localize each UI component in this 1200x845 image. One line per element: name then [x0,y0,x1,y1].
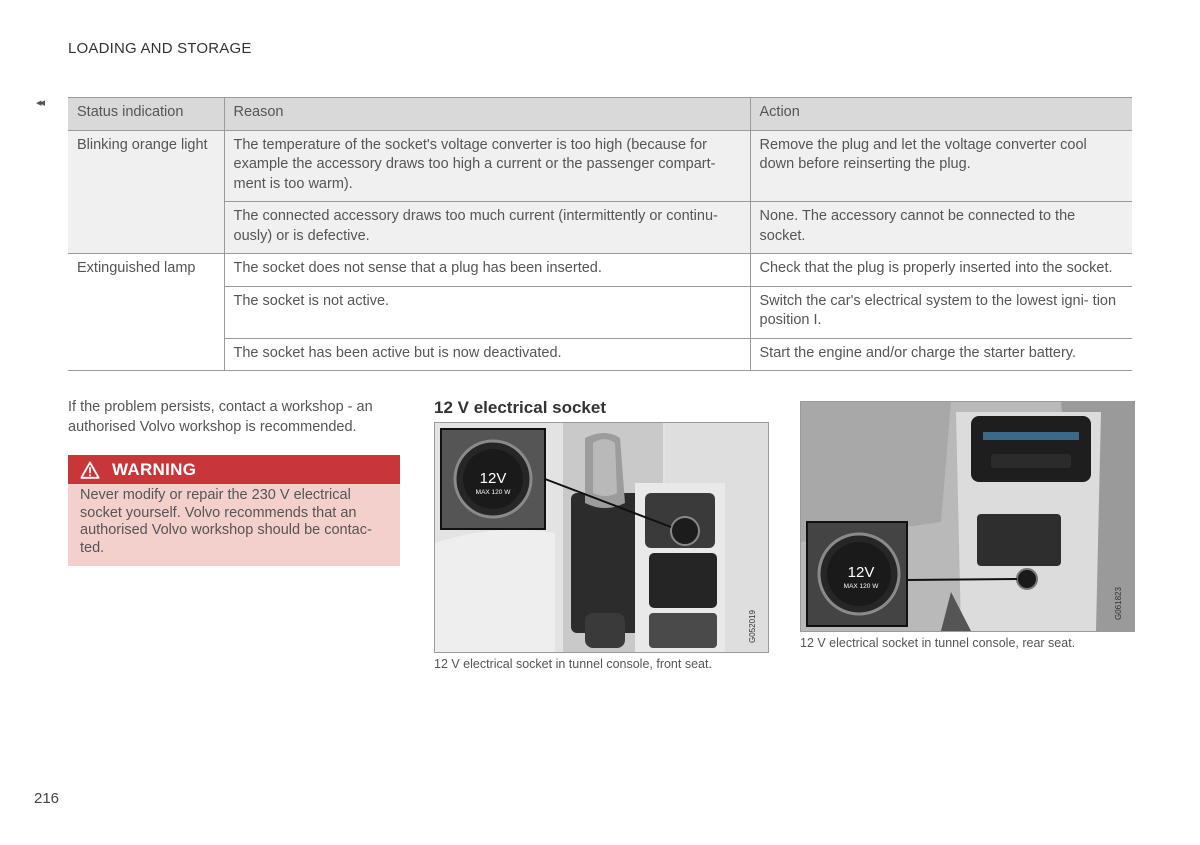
column-header-action: Action [750,98,1132,131]
front-figure-caption: 12 V electrical socket in tunnel console, front seat. [434,657,712,671]
status-table [68,97,1132,371]
reason-cell: The socket is not active. [224,286,750,338]
reason-cell: The socket has been active but is now deactivated. [224,338,750,371]
warning-triangle-icon [80,461,100,479]
status-cell: Extinguished lamp [68,254,224,371]
column-header-reason: Reason [224,98,750,131]
persist-note: If the problem persists, contact a workshop - an authorised Volvo workshop is recommended. [68,399,373,435]
table-header-row [68,98,1132,131]
reason-cell: The socket does not sense that a plug has been inserted. [224,254,750,287]
warning-header [68,455,400,484]
rear-figure-caption: 12 V electrical socket in tunnel console, rear seat. [800,636,1076,650]
warning-box [68,455,400,566]
rear-socket-figure [800,401,1135,632]
action-cell: Start the engine and/or charge the starter battery. [750,338,1132,371]
rear-figure-code: G061823 [1114,587,1123,620]
action-cell: Check that the plug is properly inserted into the socket. [750,254,1132,287]
table-row [68,202,1132,254]
table-row [68,338,1132,371]
reason-cell: The connected accessory draws too much current (intermittently or continu- ously) or is defective. [224,202,750,254]
column-header-status: Status indication [68,98,224,131]
rear-socket-label: 12V [847,564,875,581]
section-heading: 12 V electrical socket [434,398,607,417]
warning-title: WARNING [112,459,197,479]
action-cell: Remove the plug and let the voltage converter cool down before reinserting the plug. [750,130,1132,202]
table-row [68,130,1132,202]
front-socket-figure [434,422,769,653]
table-row [68,254,1132,287]
front-socket-sublabel: MAX 120 W [475,489,511,496]
page-number: 216 [34,790,60,807]
back-arrows-icon[interactable]: ◂◂ [36,97,44,109]
rear-socket-sublabel: MAX 120 W [843,583,879,590]
status-cell: Blinking orange light [68,130,224,254]
front-socket-label: 12V [479,470,507,487]
action-cell: None. The accessory cannot be connected to the socket. [750,202,1132,254]
reason-cell: The temperature of the socket's voltage converter is too high (because for example the accessory draws too high a current or the passenger compart- ment is too warm). [224,130,750,202]
front-figure-code: G052019 [748,610,757,643]
warning-text: Never modify or repair the 230 V electrical socket yourself. Volvo recommends that an authorised Volvo workshop should be contac- ted. [80,487,372,556]
table-row [68,286,1132,338]
section-title: LOADING AND STORAGE [68,40,252,57]
action-cell: Switch the car's electrical system to the lowest igni- tion position I. [750,286,1132,338]
